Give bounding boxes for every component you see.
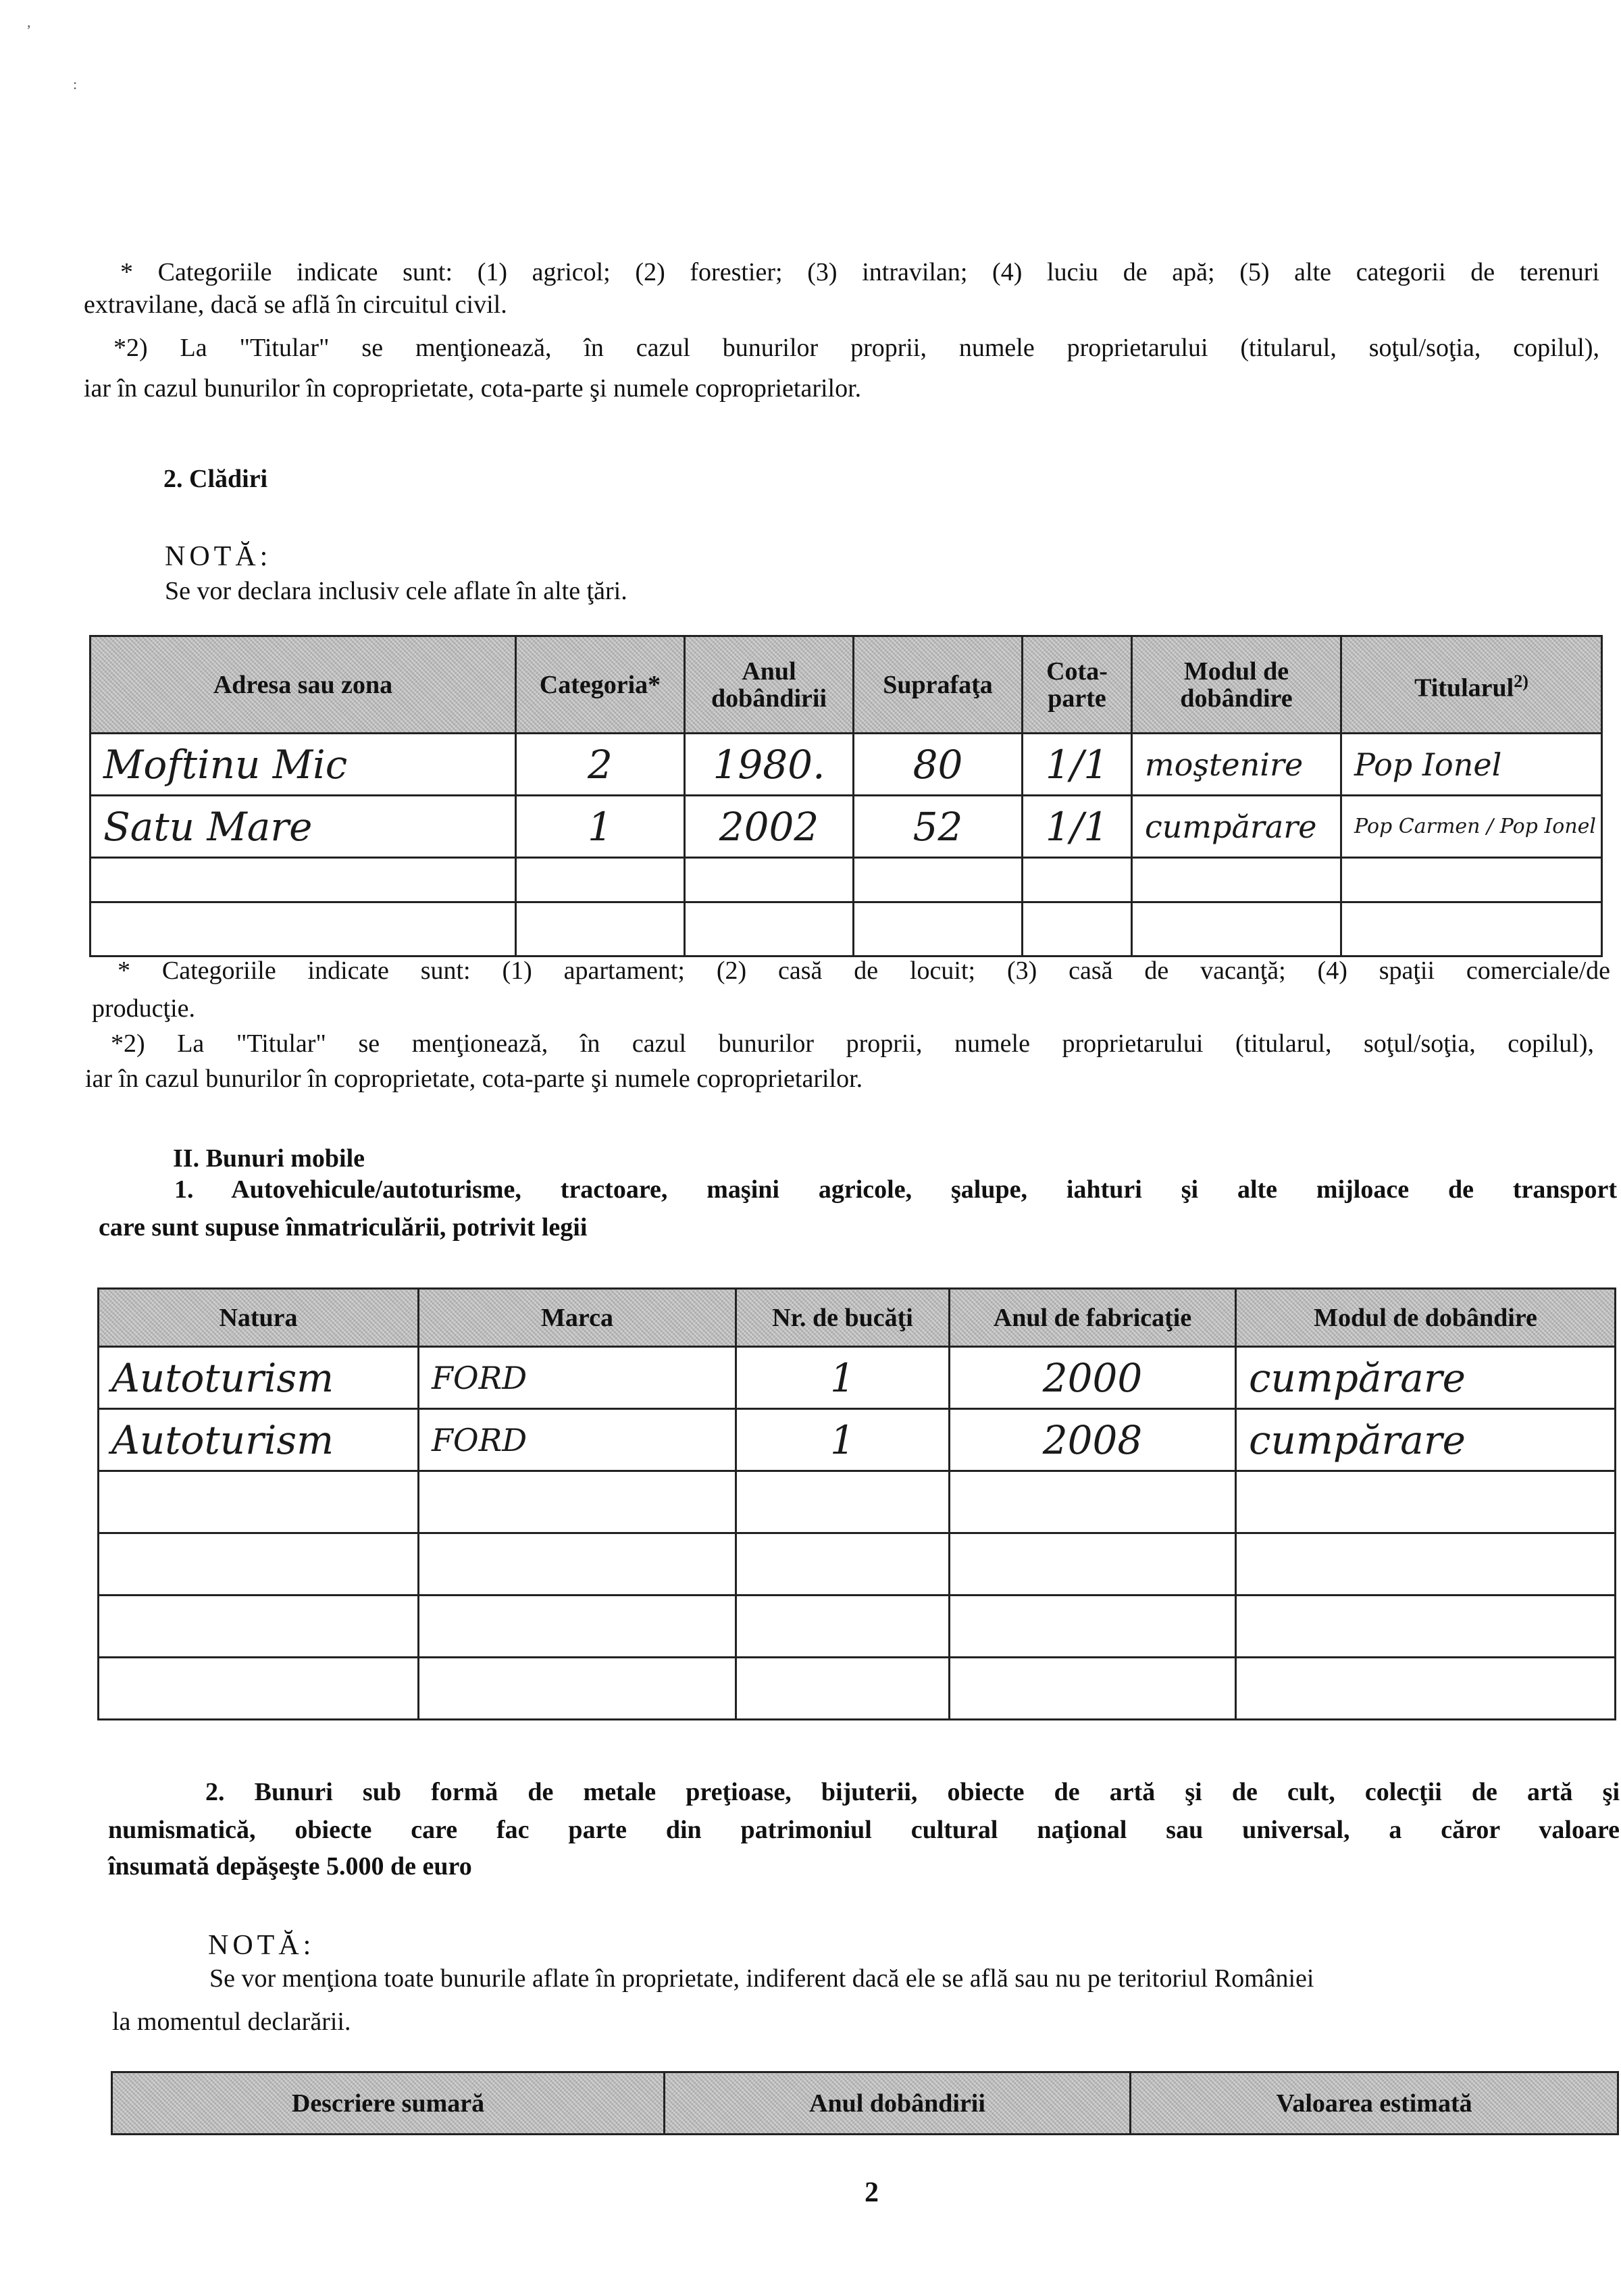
footnote-marker: 2) — [1514, 671, 1528, 691]
nota-text: Se vor menţiona toate bunurile aflate în proprietate, indiferent dacă ele se află sau nu pe teritoriul României — [209, 1964, 1314, 1993]
table-cell — [736, 1658, 950, 1720]
table-cell — [516, 902, 685, 956]
column-header: Marca — [419, 1289, 736, 1347]
page-number: 2 — [865, 2177, 879, 2208]
table-row — [99, 1347, 1616, 1409]
autovehicule-table — [97, 1287, 1616, 1720]
scan-mark: : — [73, 76, 78, 93]
table-cell: 1/1 — [1023, 734, 1132, 796]
table-cell — [99, 1658, 419, 1720]
table-cell: Autoturism — [99, 1409, 419, 1471]
table-cell — [1236, 1533, 1616, 1596]
table-cell — [950, 1533, 1236, 1596]
table-cell — [419, 1596, 736, 1658]
nota-text: Se vor declara inclusiv cele aflate în alte ţări. — [165, 577, 627, 605]
table-row — [91, 734, 1602, 796]
table-row — [99, 1596, 1616, 1658]
subsection-heading-autovehicule-cont: care sunt supuse înmatriculării, potrivit legii — [99, 1213, 588, 1242]
table-cell: cumpărare — [1236, 1409, 1616, 1471]
table-cell: cumpărare — [1236, 1347, 1616, 1409]
table-row — [99, 1658, 1616, 1720]
table-cell — [419, 1658, 736, 1720]
nota-title: NOTĂ: — [165, 541, 272, 572]
table-cell — [736, 1596, 950, 1658]
column-header: Valoarea estimată — [1131, 2072, 1618, 2135]
table-cell — [950, 1471, 1236, 1533]
table-cell: 2000 — [950, 1347, 1236, 1409]
nota-title: NOTĂ: — [208, 1930, 315, 1961]
column-header: Natura — [99, 1289, 419, 1347]
terenuri-footnote-star2-cont: iar în cazul bunurilor în coproprietate, cota-parte şi numele coproprietarilor. — [84, 374, 862, 403]
table-cell — [419, 1533, 736, 1596]
table-cell: cumpărare — [1132, 796, 1341, 858]
table-row — [91, 796, 1602, 858]
table-cell: 2002 — [685, 796, 854, 858]
table-cell — [1341, 858, 1602, 902]
table-cell — [1341, 902, 1602, 956]
column-header: Adresa sau zona — [91, 636, 516, 734]
scan-mark: , — [27, 14, 31, 30]
table-cell: 52 — [854, 796, 1023, 858]
table-cell: Moftinu Mic — [91, 734, 516, 796]
cladiri-footnote-star-cont: producţie. — [92, 994, 196, 1023]
section-heading-metale-l3: însumată depăşeşte 5.000 de euro — [108, 1852, 472, 1881]
table-cell — [854, 902, 1023, 956]
terenuri-footnote-star-cont: extravilane, dacă se află în circuitul civil. — [84, 290, 507, 319]
metale-table — [111, 2071, 1619, 2135]
column-header: Anul dobândirii — [685, 636, 854, 734]
table-cell: Pop Carmen / Pop Ionel — [1341, 796, 1602, 858]
table-cell — [99, 1533, 419, 1596]
table-cell: 2 — [516, 734, 685, 796]
table-cell — [1236, 1471, 1616, 1533]
table-cell: 1 — [516, 796, 685, 858]
cladiri-footnote-star2-cont: iar în cazul bunurilor în coproprietate, cota-parte şi numele coproprietarilor. — [85, 1065, 863, 1093]
table-cell: Autoturism — [99, 1347, 419, 1409]
table-cell — [950, 1658, 1236, 1720]
table-cell — [685, 902, 854, 956]
table-cell — [1236, 1658, 1616, 1720]
table-cell — [1236, 1596, 1616, 1658]
table-cell — [736, 1533, 950, 1596]
column-header: Modul de dobândire — [1236, 1289, 1616, 1347]
terenuri-footnote-star: * Categoriile indicate sunt: (1) agricol; (2) forestier; (3) intravilan; (4) luciu de apă; (5) alte categorii de terenuri — [120, 258, 1599, 286]
column-header-titular — [1341, 636, 1602, 734]
section-heading-metale: 2. Bunuri sub formă de metale preţioase, bijuterii, obiecte de artă şi de cult, colecţii de artă şi — [205, 1778, 1620, 1806]
table-cell: 1/1 — [1023, 796, 1132, 858]
table-row — [91, 902, 1602, 956]
table-cell: 1980. — [685, 734, 854, 796]
table-cell: Pop Ionel — [1341, 734, 1602, 796]
column-header: Cota-parte — [1023, 636, 1132, 734]
cladiri-footnote-star2: *2) La "Titular" se menţionează, în cazul bunurilor proprii, numele proprietarului (titularul, soţul/soţia, copilul), — [111, 1029, 1594, 1058]
table-cell — [516, 858, 685, 902]
table-row — [99, 1471, 1616, 1533]
section-heading-bunuri-mobile: II. Bunuri mobile — [173, 1144, 365, 1173]
subsection-heading-autovehicule: 1. Autovehicule/autoturisme, tractoare, maşini agricole, şalupe, iahturi şi alte mijloace de transport — [174, 1175, 1617, 1204]
column-header: Anul de fabricaţie — [950, 1289, 1236, 1347]
table-cell — [685, 858, 854, 902]
column-header: Anul dobândirii — [665, 2072, 1131, 2135]
section-heading-cladiri: 2. Clădiri — [163, 465, 268, 493]
table-cell: 1 — [736, 1409, 950, 1471]
nota-text-cont: la momentul declarării. — [112, 2008, 351, 2036]
table-cell — [1132, 858, 1341, 902]
table-cell — [854, 858, 1023, 902]
section-heading-metale-l2: numismatică, obiecte care fac parte din patrimoniul cultural naţional sau universal, a căror valoare — [108, 1816, 1620, 1844]
table-cell — [91, 858, 516, 902]
column-header: Nr. de bucăţi — [736, 1289, 950, 1347]
table-cell — [99, 1596, 419, 1658]
table-cell — [950, 1596, 1236, 1658]
table-cell: FORD — [419, 1347, 736, 1409]
table-row — [91, 858, 1602, 902]
table-cell — [419, 1471, 736, 1533]
table-cell: FORD — [419, 1409, 736, 1471]
table-cell: 1 — [736, 1347, 950, 1409]
column-header: Categoria* — [516, 636, 685, 734]
table-cell — [99, 1471, 419, 1533]
table-row — [99, 1409, 1616, 1471]
table-row — [99, 1533, 1616, 1596]
column-header: Modul de dobândire — [1132, 636, 1341, 734]
table-cell: 2008 — [950, 1409, 1236, 1471]
cladiri-table — [89, 635, 1603, 957]
table-cell — [1023, 902, 1132, 956]
cladiri-footnote-star: * Categoriile indicate sunt: (1) apartament; (2) casă de locuit; (3) casă de vacanţă; (4) spaţii comerciale/de — [118, 956, 1610, 985]
table-cell — [91, 902, 516, 956]
table-cell: Satu Mare — [91, 796, 516, 858]
terenuri-footnote-star2: *2) La "Titular" se menţionează, în cazul bunurilor proprii, numele proprietarului (titularul, soţul/soţia, copilul), — [113, 334, 1599, 362]
column-header: Descriere sumară — [112, 2072, 665, 2135]
table-cell — [736, 1471, 950, 1533]
table-cell — [1023, 858, 1132, 902]
column-header: Suprafaţa — [854, 636, 1023, 734]
table-cell — [1132, 902, 1341, 956]
table-cell: 80 — [854, 734, 1023, 796]
table-cell: moştenire — [1132, 734, 1341, 796]
column-header: Titularul — [1414, 673, 1514, 703]
